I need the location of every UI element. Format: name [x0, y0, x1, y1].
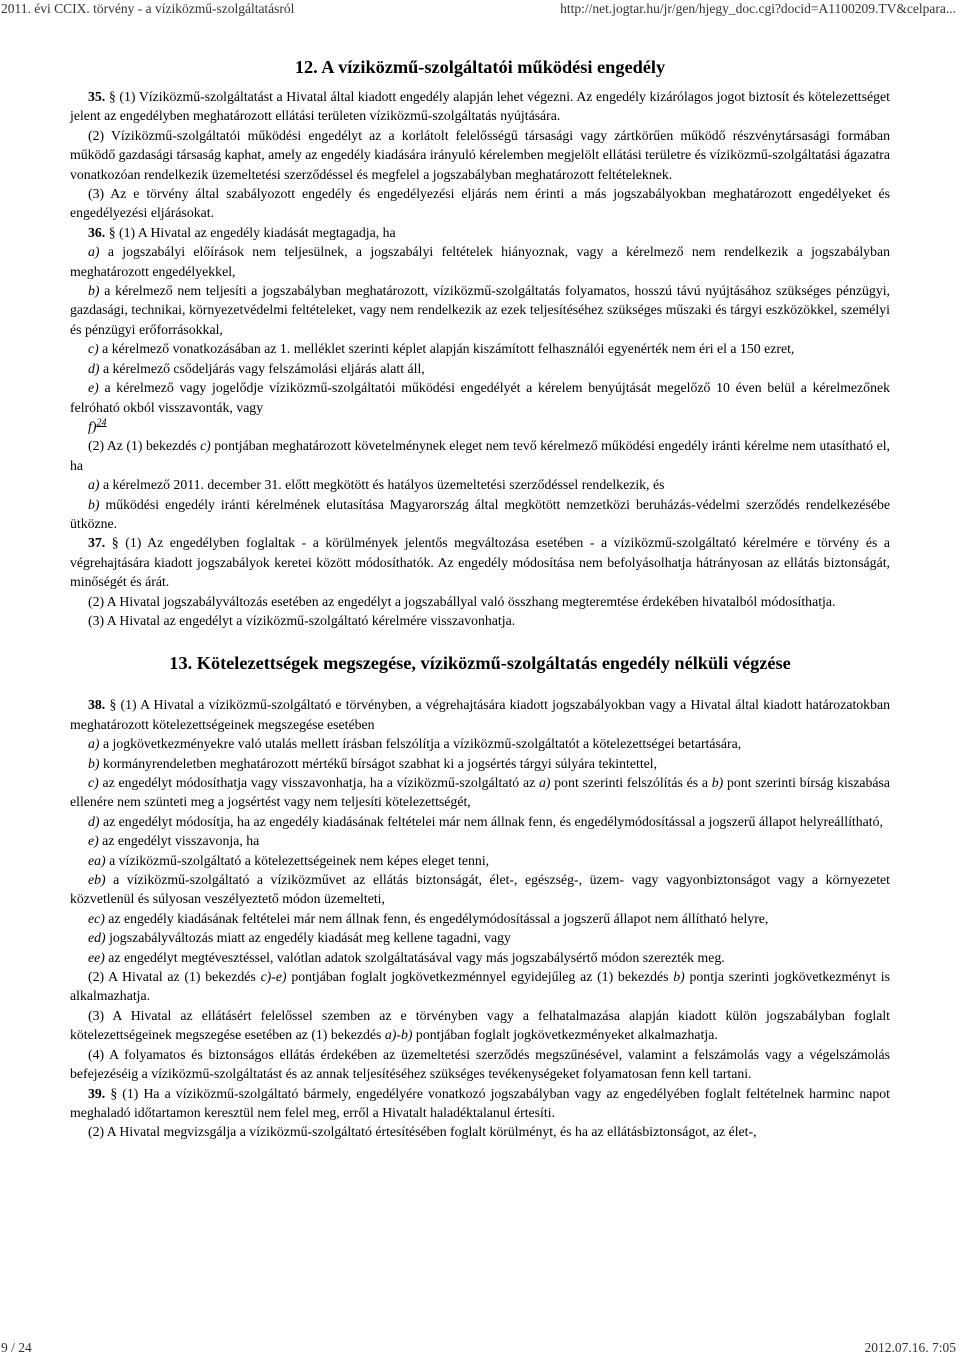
section-number-38: 38.	[88, 697, 106, 713]
paragraph-35-2: (2) Víziközmű-szolgáltatói működési engedélyt az a korlátolt felelősségű társasági vagy zártkörűen működő részvénytársasági formában működő gazdasági társaság kaphat, amely az engedély kiadására irányuló kérelemben megjelölt ellátási területre és víziközmű-szolgáltatási ágazatra vonatkozóan rendelkezik üzemeltetési szerződéssel és megfelel a jogszabályban meghatározott feltételeknek.	[70, 127, 890, 182]
point-36-2-a: a) a kérelmező 2011. december 31. előtt megkötött és hatályos üzemeltetési szerződéssel rendelkezik, és	[88, 477, 665, 493]
footnote-link[interactable]: 24	[96, 417, 107, 429]
point-36-a: a) a jogszabályi előírások nem teljesülnek, a jogszabályi feltételek hiányoznak, vagy a kérelmező nem rendelkezik a jogszabályban meghatározott engedélyekkel,	[70, 244, 890, 279]
paragraph-37-1: 37. § (1) Az engedélyben foglaltak - a körülmények jelentős megváltozása esetében - a víziközmű-szolgáltató kérelmére e törvény és a végrehajtására kiadott jogszabályok keretei között módosíthatók. Az engedély módosítása nem befolyásolhatja hátrányosan az ellátás biztonságát, minőségét és árát.	[70, 535, 890, 590]
point-38-d: d) az engedélyt módosítja, ha az engedély kiadásának feltételei már nem állnak fenn, és engedélymódosítással a jogszerű állapot helyreállítható,	[88, 813, 883, 829]
point-38-a: a) a jogkövetkezményekre való utalás mellett írásban felszólítja a víziközmű-szolgáltatót a kötelezettségei betartására,	[88, 736, 742, 752]
page-footer	[0, 1339, 960, 1357]
point-38-eb: eb) a víziközmű-szolgáltató a víziközművet az ellátás biztonságát, élet-, egészség-, üzem- vagy vagyonbiztonságot vagy a környezetet közvetlenül és súlyosan veszélyeztető módon üzemelteti,	[70, 872, 890, 907]
document-body	[70, 55, 890, 1142]
header-document-title: 2011. évi CCIX. törvény - a víziközmű-szolgáltatásról	[1, 1, 295, 16]
paragraph-37-2: (2) A Hivatal jogszabályváltozás esetében az engedélyt a jogszabállyal való összhang megteremtése érdekében hivatalból módosíthatja.	[88, 593, 836, 609]
point-38-e: e) az engedélyt visszavonja, ha	[88, 833, 260, 849]
point-38-ee: ee) az engedélyt megtévesztéssel, valótlan adatok szolgáltatásával vagy más jogszabálysértő módon szerezték meg.	[88, 949, 725, 965]
point-36-d: d) a kérelmező csődeljárás vagy felszámolási eljárás alatt áll,	[88, 360, 425, 376]
print-timestamp: 2012.07.16. 7:05	[864, 1340, 956, 1355]
point-36-c: c) a kérelmező vonatkozásában az 1. melléklet szerinti képlet alapján kiszámított felhasználói egyenérték nem éri el a 150 ezret,	[88, 341, 795, 357]
section-number-39: 39.	[88, 1085, 106, 1101]
header-url: http://net.jogtar.hu/jr/gen/hjegy_doc.cgi?docid=A1100209.TV&celpara...	[560, 1, 956, 16]
point-38-ed: ed) jogszabályváltozás miatt az engedély kiadását meg kellene tagadni, vagy	[88, 930, 511, 946]
paragraph-35-3: (3) Az e törvény által szabályozott engedély és engedélyezési eljárás nem érinti a más jogszabályokban meghatározott engedélyeket és engedélyezési eljárásokat.	[70, 186, 890, 221]
paragraph-36-2: (2) Az (1) bekezdés c) pontjában meghatározott követelménynek eleget nem tevő kérelmező működési engedély iránti kérelme nem utasítható el, ha	[70, 438, 890, 473]
point-36-e: e) a kérelmező vagy jogelődje víziközmű-szolgáltatói működési engedélyét a kérelem benyújtását megelőző 10 éven belül a kérelmezőnek felróható okból visszavonták, vagy	[70, 380, 890, 415]
paragraph-38-2: (2) A Hivatal az (1) bekezdés c)-e) pontjában foglalt jogkövetkezménnyel egyidejűleg az (1) bekezdés b) pontja szerinti jogkövetkezményt is alkalmazhatja.	[70, 969, 890, 1004]
paragraph-38-1: 38. § (1) A Hivatal a víziközmű-szolgáltató e törvényben, a végrehajtására kiadott jogszabályokban vagy a Hivatal által kiadott határozatokban meghatározott kötelezettségeinek megszegése esetében	[70, 697, 890, 732]
section-number-35: 35.	[88, 89, 106, 104]
paragraph-39-1: 39. § (1) Ha a víziközmű-szolgáltató bármely, engedélyére vonatkozó jogszabályban vagy az engedélyében foglalt feltételnek harminc napot meghaladó időtartamon keresztül nem felel meg, erről a Hivatalt haladéktalanul értesíti.	[70, 1085, 890, 1120]
point-38-b: b) kormányrendeletben meghatározott mértékű bírságot szabhat ki a jogsértés tárgyi súlyára tekintettel,	[88, 755, 658, 771]
paragraph-38-4: (4) A folyamatos és biztonságos ellátás érdekében az üzemeltetési szerződés megszűnésével, valamint a felszámolás vagy a végelszámolás befejezéséig a víziközmű-szolgáltatást és az annak teljesítéséhez szükséges tevékenységeket folyamatosan fenn kell tartani.	[70, 1046, 890, 1082]
paragraph-35-1: 35. § (1) Víziközmű-szolgáltatást a Hivatal által kiadott engedély alapján lehet végezni. Az engedély kizárólagos jogot biztosít és kötelezettséget jelent az engedélyben meghatározott ellátási területen víziközmű-szolgáltatás nyújtására.	[70, 89, 890, 124]
page-counter: 9 / 24	[1, 1340, 32, 1355]
paragraph-38-3: (3) A Hivatal az ellátásért felelőssel szemben az e törvényben vagy a felhatalmazása alapján kiadott külön jogszabályban foglalt kötelezettségeinek megszegése esetében az (1) bekezdés a)-b) pontjában foglalt jogkövetkezményeket alkalmazhatja.	[70, 1007, 890, 1043]
paragraph-39-2: (2) A Hivatal megvizsgálja a víziközmű-szolgáltató értesítésében foglalt körülményt, és ha az ellátásbiztonságot, az élet-,	[88, 1124, 757, 1140]
point-36-2-b: b) működési engedély iránti kérelmének elutasítása Magyarország által megkötött nemzetközi beruházás-védelmi szerződés rendelkezésébe ütközne.	[70, 496, 890, 531]
paragraph-37-3: (3) A Hivatal az engedélyt a víziközmű-szolgáltató kérelmére visszavonhatja.	[88, 612, 516, 628]
paragraph-36-1: 36. § (1) A Hivatal az engedély kiadását megtagadja, ha	[88, 224, 396, 240]
point-38-ea: ea) a víziközmű-szolgáltató a kötelezettségeinek nem képes eleget tenni,	[88, 852, 490, 868]
point-36-b: b) a kérelmező nem teljesíti a jogszabályban meghatározott, víziközmű-szolgáltatás folyamatos, hosszú távú nyújtásához szükséges pénzügyi, gazdasági, technikai, környezetvédelmi feltételeket, vagy nem rendelkezik az ezek teljesítéséhez szükséges műszaki és tárgyi eszközökkel, személyi és pénzügyi erőforrásokkal,	[70, 283, 890, 337]
section-number-37: 37.	[88, 535, 106, 551]
section-13-title: 13. Kötelezettségek megszegése, víziközmű-szolgáltatás engedély nélküli végzése	[169, 653, 791, 674]
point-38-ec: ec) az engedély kiadásának feltételei már nem állnak fenn, és engedélymódosítással a jogszerű állapot nem állítható helyre,	[88, 910, 769, 926]
page-header	[0, 0, 960, 18]
point-36-f: f)$^{24}$	[88, 417, 107, 434]
section-12-title: 12. A víziközmű-szolgáltatói működési engedély	[294, 57, 666, 77]
section-number-36: 36.	[88, 224, 106, 240]
point-38-c: c) az engedélyt módosíthatja vagy visszavonhatja, ha a víziközmű-szolgáltató az a) pont szerinti felszólítás és a b) pont szerinti bírság kiszabása ellenére nem szünteti meg a jogsértést vagy nem teljesíti kötelezettségét,	[70, 775, 891, 810]
